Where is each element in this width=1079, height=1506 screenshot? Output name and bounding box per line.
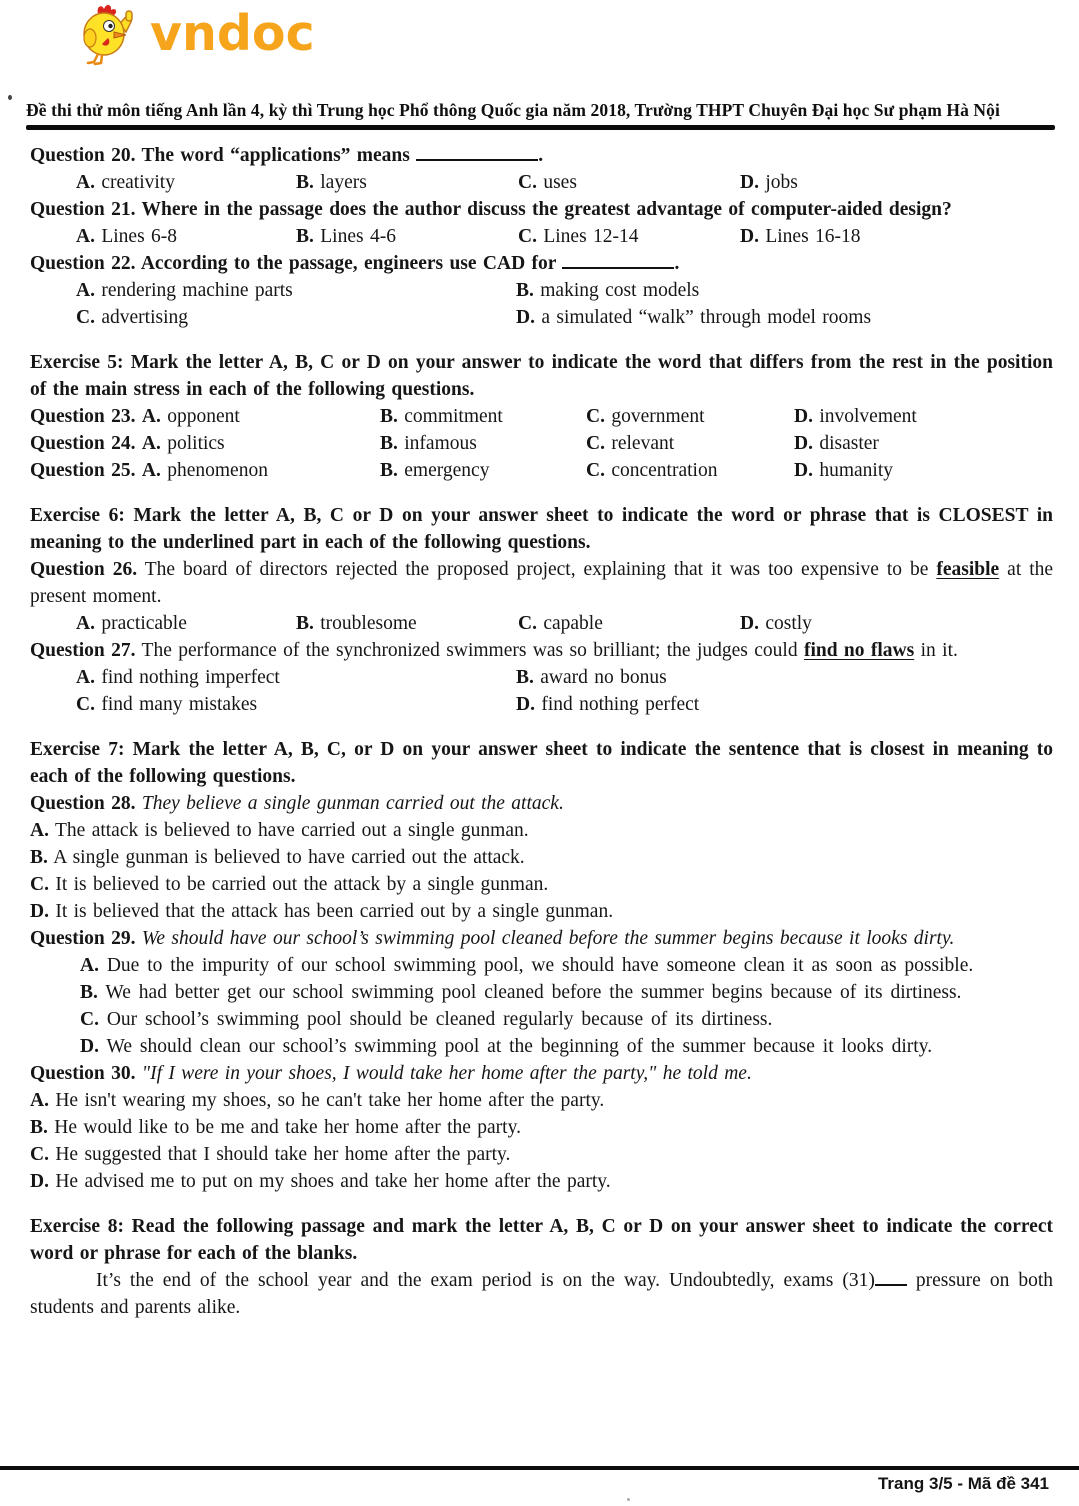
page-number: Trang 3/5 - Mã đề 341	[877, 1474, 1049, 1493]
question-label-and-option-a: Question 24. A. politics	[30, 433, 225, 454]
ex8-passage: It’s the end of the school year and the exam period is on the way. Undoubtedly, exams (31) pressure on both students and parents alike.	[30, 1270, 1053, 1318]
option-c: C. uses	[518, 172, 577, 193]
question-29-stem: Question 29. We should have our school’s swimming pool cleaned before the summer begins because it looks dirty.	[30, 928, 955, 949]
question-21-options	[76, 223, 1053, 250]
option-c: C. Our school’s swimming pool should be cleaned regularly because of its dirtiness.	[80, 1009, 773, 1030]
exercise-8-heading: Exercise 8: Read the following passage and mark the letter A, B, C or D on your answer sheet to indicate the correct word or phrase for each of the blanks.	[30, 1216, 1053, 1264]
logo-wordmark: vndoc	[150, 5, 315, 62]
option-c: C. He suggested that I should take her home after the party.	[30, 1144, 511, 1165]
answer-blank-31	[875, 1269, 907, 1286]
scan-speck	[627, 1498, 630, 1501]
option-b: B. He would like to be me and take her home after the party.	[30, 1117, 521, 1138]
option-d: D. a simulated “walk” through model rooms	[516, 307, 872, 328]
question-26-stem: Question 26. The board of directors rejected the proposed project, explaining that it was too expensive to be feasible at the present moment.	[30, 559, 1054, 607]
option-d: D. costly	[740, 613, 812, 634]
question-22-options	[76, 277, 1053, 331]
option-d: D. It is believed that the attack has been carried out by a single gunman.	[30, 901, 614, 922]
option-c: C. relevant	[586, 433, 675, 454]
option-a: A. He isn't wearing my shoes, so he can't take her home after the party.	[30, 1090, 605, 1111]
exam-title: Đề thi thử môn tiếng Anh lần 4, kỳ thì Trung học Phổ thông Quốc gia năm 2018, Trường THPT Chuyên Đại học Sư phạm Hà Nội	[26, 100, 1000, 120]
option-b: B. emergency	[380, 460, 490, 481]
question-22-stem: Question 22. According to the passage, engineers use CAD for .	[30, 253, 680, 274]
option-d: D. He advised me to put on my shoes and take her home after the party.	[30, 1171, 611, 1192]
underlined-phrase: find no flaws	[803, 640, 915, 661]
option-c: C. find many mistakes	[76, 694, 258, 715]
exercise-7-heading: Exercise 7: Mark the letter A, B, C, or D on your answer sheet to indicate the sentence that is closest in meaning to each of the following questions.	[30, 739, 1053, 787]
question-20-stem: Question 20. The word “applications” means .	[30, 145, 544, 166]
option-c: C. Lines 12-14	[518, 226, 639, 247]
option-c: C. It is believed to be carried out the attack by a single gunman.	[30, 874, 549, 895]
option-a: A. creativity	[76, 172, 175, 193]
option-d: D. jobs	[740, 172, 798, 193]
question-21-stem: Question 21. Where in the passage does the author discuss the greatest advantage of computer-aided design?	[30, 199, 952, 220]
option-b: B. We had better get our school swimming pool cleaned before the summer begins because of its dirtiness.	[80, 982, 962, 1003]
option-b: B. award no bonus	[516, 667, 667, 688]
option-a: A. Due to the impurity of our school swimming pool, we should have someone clean it as soon as possible.	[80, 955, 974, 976]
option-a: A. Lines 6-8	[76, 226, 178, 247]
option-c: C. government	[586, 406, 705, 427]
option-d: D. involvement	[794, 406, 917, 427]
option-c: C. concentration	[586, 460, 718, 481]
header-rule	[26, 125, 1055, 130]
option-a: A. The attack is believed to have carried out a single gunman.	[30, 820, 529, 841]
chicken-mascot-icon	[68, 2, 144, 66]
question-30-stem: Question 30. "If I were in your shoes, I would take her home after the party," he told me.	[30, 1063, 752, 1084]
option-b: B. infamous	[380, 433, 477, 454]
option-d: D. Lines 16-18	[740, 226, 861, 247]
option-b: B. layers	[296, 172, 367, 193]
option-a: A. rendering machine parts	[76, 280, 293, 301]
option-d: D. humanity	[794, 460, 894, 481]
vndoc-logo	[68, 2, 315, 66]
question-label-and-option-a: Question 23. A. opponent	[30, 406, 240, 427]
option-c: C. capable	[518, 613, 603, 634]
option-d: D. disaster	[794, 433, 879, 454]
answer-blank	[562, 252, 674, 269]
footer-rule	[0, 1466, 1079, 1470]
question-label-and-option-a: Question 25. A. phenomenon	[30, 460, 268, 481]
option-b: B. commitment	[380, 406, 503, 427]
scan-speck	[8, 95, 12, 100]
exercise-6-heading: Exercise 6: Mark the letter A, B, C or D on your answer sheet to indicate the word or phrase that is CLOSEST in meaning to the underlined part in each of the following questions.	[30, 505, 1053, 553]
option-b: B. Lines 4-6	[296, 226, 396, 247]
exercise-5-heading: Exercise 5: Mark the letter A, B, C or D on your answer to indicate the word that differs from the rest in the position of the main stress in each of the following questions.	[30, 352, 1053, 400]
option-a: A. find nothing imperfect	[76, 667, 280, 688]
question-25-row	[30, 457, 1053, 484]
option-d: D. We should clean our school’s swimming pool at the beginning of the summer because it looks dirty.	[80, 1036, 933, 1057]
question-28-stem: Question 28. They believe a single gunman carried out the attack.	[30, 793, 564, 814]
option-b: B. troublesome	[296, 613, 417, 634]
option-d: D. find nothing perfect	[516, 694, 700, 715]
question-27-stem: Question 27. The performance of the synchronized swimmers was so brilliant; the judges could find no flaws in it.	[30, 640, 958, 661]
question-27-options	[76, 664, 1053, 718]
option-c: C. advertising	[76, 307, 188, 328]
option-b: B. A single gunman is believed to have carried out the attack.	[30, 847, 525, 868]
option-a: A. practicable	[76, 613, 187, 634]
option-b: B. making cost models	[516, 280, 700, 301]
question-26-options	[76, 610, 1053, 637]
question-20-options	[76, 169, 1053, 196]
underlined-word: feasible	[936, 559, 1000, 580]
exam-body	[30, 142, 1053, 1321]
answer-blank	[416, 144, 538, 161]
question-23-row	[30, 403, 1053, 430]
question-24-row	[30, 430, 1053, 457]
exam-header	[26, 98, 1055, 130]
